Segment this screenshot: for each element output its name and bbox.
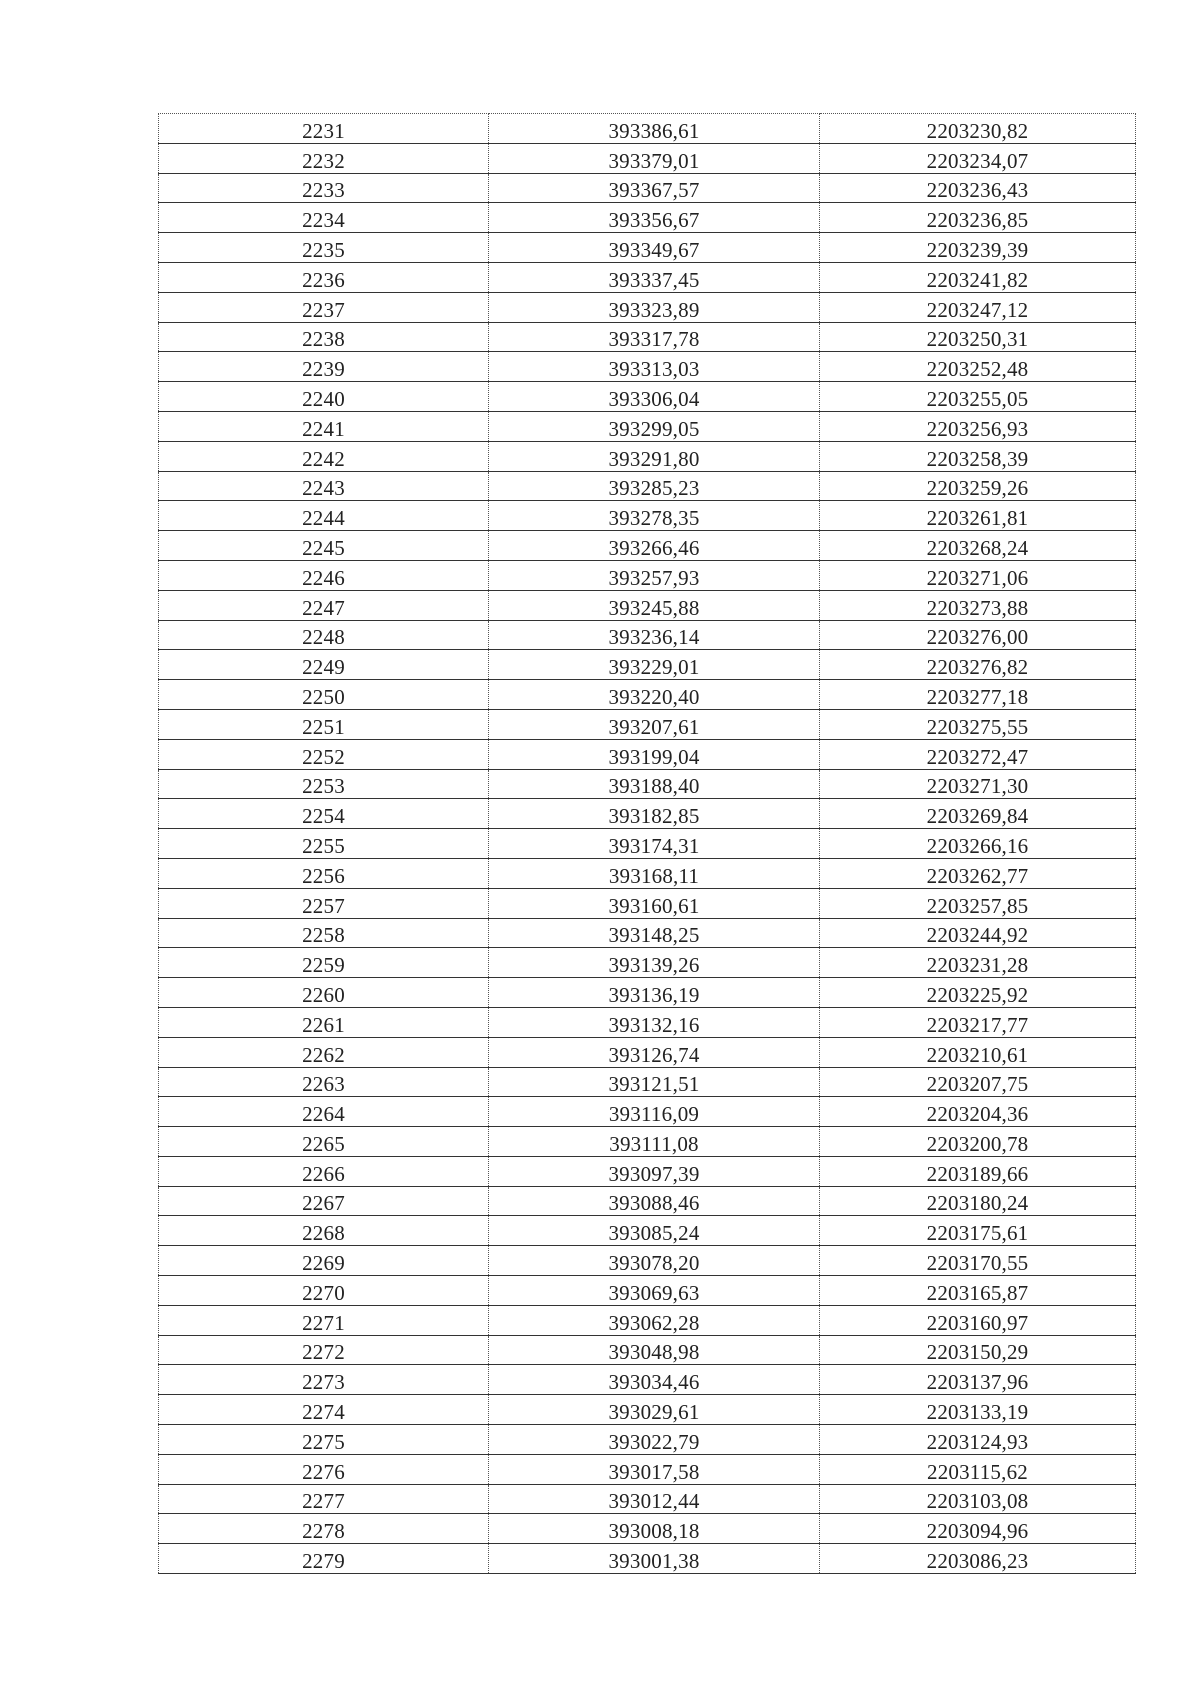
table-row — [159, 978, 1136, 1008]
x-coordinate-cell: 393029,61 — [489, 1395, 820, 1425]
table-row — [159, 680, 1136, 710]
y-coordinate-cell: 2203268,24 — [820, 531, 1136, 561]
point-number-cell: 2255 — [159, 829, 489, 859]
point-number-cell: 2253 — [159, 769, 489, 799]
x-coordinate-cell: 393386,61 — [489, 114, 820, 144]
x-coordinate-cell: 393034,46 — [489, 1365, 820, 1395]
y-coordinate-cell: 2203200,78 — [820, 1127, 1136, 1157]
x-coordinate-cell: 393088,46 — [489, 1186, 820, 1216]
point-number-cell: 2276 — [159, 1454, 489, 1484]
point-number-cell: 2254 — [159, 799, 489, 829]
table-row — [159, 1246, 1136, 1276]
x-coordinate-cell: 393367,57 — [489, 173, 820, 203]
y-coordinate-cell: 2203133,19 — [820, 1395, 1136, 1425]
y-coordinate-cell: 2203234,07 — [820, 143, 1136, 173]
y-coordinate-cell: 2203262,77 — [820, 858, 1136, 888]
y-coordinate-cell: 2203160,97 — [820, 1305, 1136, 1335]
x-coordinate-cell: 393207,61 — [489, 709, 820, 739]
y-coordinate-cell: 2203261,81 — [820, 501, 1136, 531]
table-row — [159, 948, 1136, 978]
point-number-cell: 2243 — [159, 471, 489, 501]
table-row — [159, 173, 1136, 203]
table-row — [159, 1097, 1136, 1127]
y-coordinate-cell: 2203256,93 — [820, 411, 1136, 441]
table-row — [159, 203, 1136, 233]
point-number-cell: 2252 — [159, 739, 489, 769]
y-coordinate-cell: 2203165,87 — [820, 1276, 1136, 1306]
table-row — [159, 1067, 1136, 1097]
table-row — [159, 1127, 1136, 1157]
y-coordinate-cell: 2203241,82 — [820, 262, 1136, 292]
x-coordinate-cell: 393379,01 — [489, 143, 820, 173]
table-row — [159, 1037, 1136, 1067]
x-coordinate-cell: 393291,80 — [489, 441, 820, 471]
y-coordinate-cell: 2203189,66 — [820, 1156, 1136, 1186]
table-row — [159, 233, 1136, 263]
x-coordinate-cell: 393188,40 — [489, 769, 820, 799]
y-coordinate-cell: 2203170,55 — [820, 1246, 1136, 1276]
x-coordinate-cell: 393116,09 — [489, 1097, 820, 1127]
coordinates-table-body — [159, 114, 1136, 1574]
y-coordinate-cell: 2203244,92 — [820, 918, 1136, 948]
y-coordinate-cell: 2203247,12 — [820, 292, 1136, 322]
y-coordinate-cell: 2203271,30 — [820, 769, 1136, 799]
x-coordinate-cell: 393317,78 — [489, 322, 820, 352]
x-coordinate-cell: 393048,98 — [489, 1335, 820, 1365]
y-coordinate-cell: 2203271,06 — [820, 560, 1136, 590]
point-number-cell: 2248 — [159, 620, 489, 650]
point-number-cell: 2237 — [159, 292, 489, 322]
point-number-cell: 2233 — [159, 173, 489, 203]
point-number-cell: 2232 — [159, 143, 489, 173]
table-row — [159, 114, 1136, 144]
y-coordinate-cell: 2203275,55 — [820, 709, 1136, 739]
point-number-cell: 2246 — [159, 560, 489, 590]
table-row — [159, 620, 1136, 650]
x-coordinate-cell: 393285,23 — [489, 471, 820, 501]
point-number-cell: 2262 — [159, 1037, 489, 1067]
point-number-cell: 2241 — [159, 411, 489, 441]
x-coordinate-cell: 393278,35 — [489, 501, 820, 531]
x-coordinate-cell: 393097,39 — [489, 1156, 820, 1186]
y-coordinate-cell: 2203207,75 — [820, 1067, 1136, 1097]
point-number-cell: 2236 — [159, 262, 489, 292]
x-coordinate-cell: 393229,01 — [489, 650, 820, 680]
y-coordinate-cell: 2203180,24 — [820, 1186, 1136, 1216]
table-row — [159, 143, 1136, 173]
table-row — [159, 1276, 1136, 1306]
table-row — [159, 918, 1136, 948]
point-number-cell: 2234 — [159, 203, 489, 233]
point-number-cell: 2256 — [159, 858, 489, 888]
point-number-cell: 2277 — [159, 1484, 489, 1514]
x-coordinate-cell: 393337,45 — [489, 262, 820, 292]
x-coordinate-cell: 393245,88 — [489, 590, 820, 620]
x-coordinate-cell: 393139,26 — [489, 948, 820, 978]
x-coordinate-cell: 393356,67 — [489, 203, 820, 233]
point-number-cell: 2249 — [159, 650, 489, 680]
point-number-cell: 2231 — [159, 114, 489, 144]
x-coordinate-cell: 393182,85 — [489, 799, 820, 829]
x-coordinate-cell: 393236,14 — [489, 620, 820, 650]
y-coordinate-cell: 2203236,85 — [820, 203, 1136, 233]
x-coordinate-cell: 393168,11 — [489, 858, 820, 888]
x-coordinate-cell: 393313,03 — [489, 352, 820, 382]
x-coordinate-cell: 393132,16 — [489, 1007, 820, 1037]
point-number-cell: 2235 — [159, 233, 489, 263]
table-row — [159, 501, 1136, 531]
x-coordinate-cell: 393306,04 — [489, 382, 820, 412]
x-coordinate-cell: 393160,61 — [489, 888, 820, 918]
point-number-cell: 2266 — [159, 1156, 489, 1186]
y-coordinate-cell: 2203273,88 — [820, 590, 1136, 620]
y-coordinate-cell: 2203257,85 — [820, 888, 1136, 918]
table-row — [159, 1365, 1136, 1395]
point-number-cell: 2265 — [159, 1127, 489, 1157]
point-number-cell: 2260 — [159, 978, 489, 1008]
point-number-cell: 2274 — [159, 1395, 489, 1425]
x-coordinate-cell: 393266,46 — [489, 531, 820, 561]
y-coordinate-cell: 2203204,36 — [820, 1097, 1136, 1127]
y-coordinate-cell: 2203276,00 — [820, 620, 1136, 650]
table-row — [159, 1186, 1136, 1216]
x-coordinate-cell: 393008,18 — [489, 1514, 820, 1544]
table-row — [159, 1156, 1136, 1186]
x-coordinate-cell: 393078,20 — [489, 1246, 820, 1276]
x-coordinate-cell: 393012,44 — [489, 1484, 820, 1514]
table-row — [159, 1216, 1136, 1246]
y-coordinate-cell: 2203230,82 — [820, 114, 1136, 144]
point-number-cell: 2239 — [159, 352, 489, 382]
table-row — [159, 829, 1136, 859]
table-row — [159, 799, 1136, 829]
point-number-cell: 2251 — [159, 709, 489, 739]
point-number-cell: 2267 — [159, 1186, 489, 1216]
point-number-cell: 2268 — [159, 1216, 489, 1246]
x-coordinate-cell: 393220,40 — [489, 680, 820, 710]
y-coordinate-cell: 2203137,96 — [820, 1365, 1136, 1395]
table-row — [159, 560, 1136, 590]
x-coordinate-cell: 393199,04 — [489, 739, 820, 769]
y-coordinate-cell: 2203239,39 — [820, 233, 1136, 263]
y-coordinate-cell: 2203277,18 — [820, 680, 1136, 710]
table-row — [159, 441, 1136, 471]
y-coordinate-cell: 2203258,39 — [820, 441, 1136, 471]
point-number-cell: 2263 — [159, 1067, 489, 1097]
y-coordinate-cell: 2203210,61 — [820, 1037, 1136, 1067]
point-number-cell: 2258 — [159, 918, 489, 948]
y-coordinate-cell: 2203094,96 — [820, 1514, 1136, 1544]
y-coordinate-cell: 2203175,61 — [820, 1216, 1136, 1246]
table-row — [159, 1007, 1136, 1037]
table-row — [159, 1454, 1136, 1484]
x-coordinate-cell: 393121,51 — [489, 1067, 820, 1097]
x-coordinate-cell: 393085,24 — [489, 1216, 820, 1246]
table-row — [159, 1425, 1136, 1455]
point-number-cell: 2270 — [159, 1276, 489, 1306]
y-coordinate-cell: 2203259,26 — [820, 471, 1136, 501]
x-coordinate-cell: 393257,93 — [489, 560, 820, 590]
table-row — [159, 292, 1136, 322]
point-number-cell: 2269 — [159, 1246, 489, 1276]
y-coordinate-cell: 2203250,31 — [820, 322, 1136, 352]
table-row — [159, 650, 1136, 680]
table-row — [159, 739, 1136, 769]
point-number-cell: 2259 — [159, 948, 489, 978]
point-number-cell: 2245 — [159, 531, 489, 561]
y-coordinate-cell: 2203276,82 — [820, 650, 1136, 680]
x-coordinate-cell: 393001,38 — [489, 1544, 820, 1574]
x-coordinate-cell: 393148,25 — [489, 918, 820, 948]
table-row — [159, 382, 1136, 412]
x-coordinate-cell: 393069,63 — [489, 1276, 820, 1306]
point-number-cell: 2261 — [159, 1007, 489, 1037]
point-number-cell: 2264 — [159, 1097, 489, 1127]
table-row — [159, 1484, 1136, 1514]
y-coordinate-cell: 2203103,08 — [820, 1484, 1136, 1514]
y-coordinate-cell: 2203252,48 — [820, 352, 1136, 382]
table-row — [159, 1395, 1136, 1425]
point-number-cell: 2273 — [159, 1365, 489, 1395]
table-row — [159, 769, 1136, 799]
x-coordinate-cell: 393323,89 — [489, 292, 820, 322]
point-number-cell: 2247 — [159, 590, 489, 620]
table-row — [159, 352, 1136, 382]
y-coordinate-cell: 2203231,28 — [820, 948, 1136, 978]
y-coordinate-cell: 2203225,92 — [820, 978, 1136, 1008]
table-row — [159, 471, 1136, 501]
y-coordinate-cell: 2203266,16 — [820, 829, 1136, 859]
point-number-cell: 2257 — [159, 888, 489, 918]
x-coordinate-cell: 393174,31 — [489, 829, 820, 859]
table-row — [159, 888, 1136, 918]
point-number-cell: 2272 — [159, 1335, 489, 1365]
y-coordinate-cell: 2203236,43 — [820, 173, 1136, 203]
point-number-cell: 2242 — [159, 441, 489, 471]
table-row — [159, 590, 1136, 620]
table-row — [159, 322, 1136, 352]
point-number-cell: 2238 — [159, 322, 489, 352]
table-row — [159, 1514, 1136, 1544]
x-coordinate-cell: 393299,05 — [489, 411, 820, 441]
table-row — [159, 411, 1136, 441]
table-row — [159, 709, 1136, 739]
point-number-cell: 2275 — [159, 1425, 489, 1455]
point-number-cell: 2240 — [159, 382, 489, 412]
table-row — [159, 1305, 1136, 1335]
y-coordinate-cell: 2203086,23 — [820, 1544, 1136, 1574]
point-number-cell: 2271 — [159, 1305, 489, 1335]
x-coordinate-cell: 393022,79 — [489, 1425, 820, 1455]
y-coordinate-cell: 2203217,77 — [820, 1007, 1136, 1037]
point-number-cell: 2278 — [159, 1514, 489, 1544]
coordinates-table — [158, 113, 1136, 1574]
x-coordinate-cell: 393136,19 — [489, 978, 820, 1008]
table-row — [159, 1544, 1136, 1574]
y-coordinate-cell: 2203269,84 — [820, 799, 1136, 829]
x-coordinate-cell: 393111,08 — [489, 1127, 820, 1157]
y-coordinate-cell: 2203272,47 — [820, 739, 1136, 769]
table-row — [159, 262, 1136, 292]
y-coordinate-cell: 2203124,93 — [820, 1425, 1136, 1455]
point-number-cell: 2250 — [159, 680, 489, 710]
x-coordinate-cell: 393126,74 — [489, 1037, 820, 1067]
x-coordinate-cell: 393349,67 — [489, 233, 820, 263]
y-coordinate-cell: 2203115,62 — [820, 1454, 1136, 1484]
point-number-cell: 2279 — [159, 1544, 489, 1574]
table-row — [159, 531, 1136, 561]
y-coordinate-cell: 2203255,05 — [820, 382, 1136, 412]
y-coordinate-cell: 2203150,29 — [820, 1335, 1136, 1365]
x-coordinate-cell: 393017,58 — [489, 1454, 820, 1484]
table-row — [159, 858, 1136, 888]
point-number-cell: 2244 — [159, 501, 489, 531]
x-coordinate-cell: 393062,28 — [489, 1305, 820, 1335]
table-row — [159, 1335, 1136, 1365]
